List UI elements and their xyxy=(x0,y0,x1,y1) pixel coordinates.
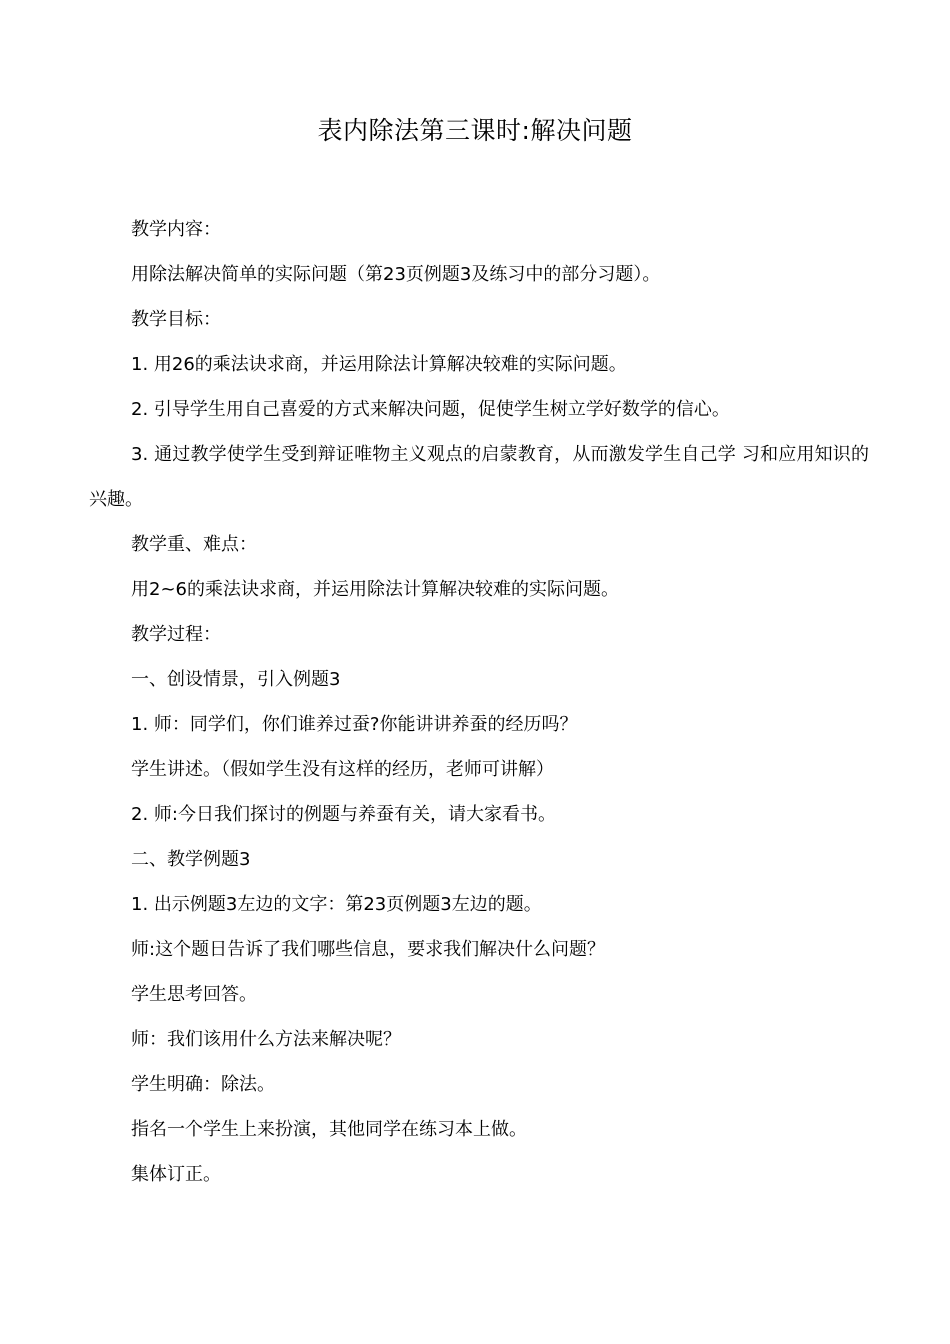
paragraph-teacher-question-2: 师：我们该用什么方法来解决呢？ xyxy=(131,1029,401,1050)
paragraph-teaching-content-heading: 教学内容： xyxy=(131,219,221,240)
paragraph-teaching-goals-heading: 教学目标： xyxy=(131,309,221,330)
paragraph-section-2-step-1: 1. 出示例题3左边的文字：第23页例题3左边的题。 xyxy=(131,894,542,915)
paragraph-key-points: 用2~6的乘法诀求商，并运用除法计算解决较难的实际问题。 xyxy=(131,579,619,600)
paragraph-student-answer-1: 学生思考回答。 xyxy=(131,984,257,1005)
paragraph-process-heading: 教学过程： xyxy=(131,624,221,645)
paragraph-teacher-question-1: 师:这个题日告诉了我们哪些信息，要求我们解决什么问题？ xyxy=(131,939,606,960)
paragraph-section-1-step-1: 1. 师：同学们，你们谁养过蚕?你能讲讲养蚕的经历吗？ xyxy=(131,714,578,735)
paragraph-student-narration: 学生讲述。（假如学生没有这样的经历，老师可讲解） xyxy=(131,759,554,780)
paragraph-correction: 集体订正。 xyxy=(131,1164,221,1185)
paragraph-key-points-heading: 教学重、难点： xyxy=(131,534,257,555)
paragraph-teaching-content: 用除法解决简单的实际问题（第23页例题3及练习中的部分习题）。 xyxy=(131,264,661,285)
paragraph-demonstration: 指名一个学生上来扮演，其他同学在练习本上做。 xyxy=(131,1119,527,1140)
paragraph-section-1-step-2: 2. 师:今日我们探讨的例题与养蚕有关，请大家看书。 xyxy=(131,804,556,825)
paragraph-goal-1: 1. 用26的乘法诀求商，并运用除法计算解决较难的实际问题。 xyxy=(131,354,627,375)
paragraph-section-2-heading: 二、教学例题3 xyxy=(131,849,251,870)
paragraph-goal-2: 2. 引导学生用自己喜爱的方式来解决问题，促使学生树立学好数学的信心。 xyxy=(131,399,730,420)
document-title: 表内除法第三课时:解决问题 xyxy=(317,116,633,145)
paragraph-goal-3: 3. 通过教学使学生受到辩证唯物主义观点的启蒙教育，从而激发学生自己学 习和应用知识的兴趣。 xyxy=(89,444,869,510)
paragraph-section-1-heading: 一、创设情景，引入例题3 xyxy=(131,669,341,690)
document-body xyxy=(89,207,869,1197)
paragraph-student-answer-2: 学生明确：除法。 xyxy=(131,1074,275,1095)
